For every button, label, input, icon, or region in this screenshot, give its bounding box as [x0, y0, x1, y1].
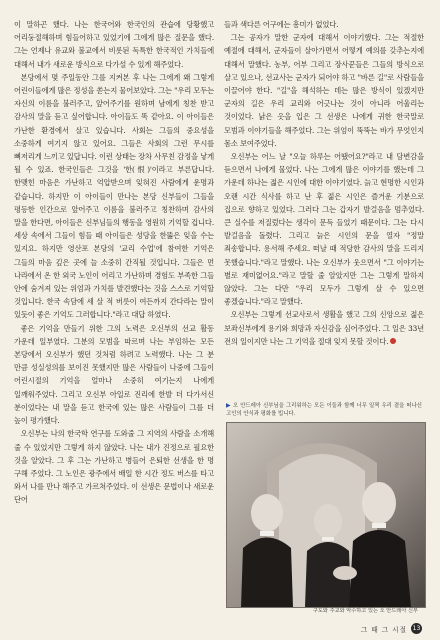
article-paragraph: 오신부는 어느 날 "오늘 하루는 어땠어요?"라고 내 담변감을 듣으면서 나에게 물었다. 나는 그에게 많은 이야기를 했는데 그 가운데 하나는 젊은 시인에 대한 이야기였다. 늙고 현명한 시인과 오랜 시간 식사를 하고 난 후 젊은 시인은 즐거운 기분으로 집으로 향하고 있었다. 그러다 그는 갑자기 발걸음을 멈추었다. 큰 실수를 저질렀다는 생각이 문득 들었기 때문이다. 그는 다시 발걸음을 돌렸다. 그리고 늙은 시인의 문을 열자 "정말 죄송합니다. 용서해 주세요. 떠날 때 적당한 감사의 말을 드리지 못했습니다."라고 말했다. 나는 오신부가 웃으면서 "그 이야기는 별로 재미없어요."라고 말할 줄 알았지만 그는 그렇게 말하지 않았다. 그는 다만 "우리 모두가 그렇게 살 수 있으면 좋겠습니다."라고 말했다.	[224, 152, 424, 307]
caption-triangle-icon: ▶	[226, 402, 231, 409]
article-column-left	[14, 18, 214, 620]
article-paragraph: 오신부는 나의 한국학 연구를 도와줄 그 지역의 사람을 소개해 줄 수 있었지만 그렇게 하지 않았다. 나는 내가 진정으로 필요한 것을 알았다. 그 후 그는 가난하고 병들어 은퇴한 선생을 한 명 구해 주었다. 그 노인은 광주에서 배일 한 시간 정도 버스를 타고 와서 나를 만나 해주고 가르쳐주었다. 이 선생은 문법이나 새로운 단어	[14, 429, 214, 505]
priests-handshake-photo-icon	[227, 423, 425, 607]
caption-top-text: 오 안드레아 신부님을 그리워하는 모든 이들과 함께 너무 일찍 우리 곁을 떠나신 고인의 안식과 평화를 빕니다.	[226, 403, 422, 418]
article-paragraph: 들과 색다른 어구에는 흥미가 없었다.	[224, 20, 339, 29]
article-paragraph: 그는 공자가 말한 군자에 대해서 이야기했다. 그는 적절한 예절에 대해서, 군자들이 살아가면서 어떻게 예의를 갖추는지에 대해서 말했다. 농부, 어부 그리고 장사꾼들은 그들의 방식으로 살고 있으나, 선교사는 군자가 되어야 하고 "바른 길"로 사람들을 이끌어야 한다. "길"을 해석하는 데는 많은 방식이 있겠지만 군자의 길은 우리 교리와 어긋나는 것이 아니라 어울리는 것이었다. 낡은 옷을 입은 그 선생은 나에게 귀한 한국말로 모범과 이야기들을 해주었다. 그는 위엄이 뚝뚝는 바가 무엇인지 몸소 보여주었다.	[224, 33, 424, 148]
historical-photo	[226, 422, 426, 608]
page-number: 13	[412, 625, 421, 632]
article-column-right	[224, 18, 424, 370]
article-paragraph: 이 말하곤 했다. 나는 한국어와 한국인의 관습에 당황했고 어리둥절해하며 힘들어하고 있었기에 그에게 많은 질문을 했다. 그는 언제나 유교와 불교에서 비롯된 독특한 한국적인 가치들에 대해서 내가 새로운 방식으로 다가설 수 있게 해주었다.	[14, 20, 214, 69]
article-end-mark-icon	[390, 338, 396, 344]
article-paragraph: 본당에서 몇 주일동안 그를 지켜본 후 나는 그에게 왜 그렇게 어린이들에게 많은 정성을 쏟는지 물어보았다. 그는 "우리 모두는 자신의 이름을 불러주고, 앞어주기를 원하며 남에게 칭찬 받고 감사의 말을 듣고 싶어합니다. 아이들도 똑 같아요. 이 아이들은 가난한 환경에서 살고 있습니다. 사회는 그들의 중요성을 소중하게 여기지 않고 있어요. 그들은 사회의 그런 무시를 뼈저리게 느끼고 있답니다. 이런 상태는 장차 사무친 감정을 낳게 될 수 있죠. 한국인들은 그것을 '한(恨)'이라고 부른답니다. 한맺힌 마음은 가난하고 억압받으며 잊혀진 사람에게 운명과 같습니다. 하지만 이 아이들이 만나는 본당 신부들이 그들을 평등한 인간으로 앞어주고 이름을 불러주고 칭찬하며 감사의 말을 한다면, 아이들은 신부님들의 행동을 영원히 기억할 겁니다. 세상 속에서 그들이 힘들 때 아이들은 성당을 한뚫은 잊을 수는 있지요. 하지만 영산포 본당의 '교리 수업'에 참여한 기억은 그들의 마음 깊은 곳에 늘 소중히 간직될 것입니다. 그들은 먼 나라에서 온 한 외국 노인이 어리고 가난하며 경험도 부족한 그들 안에 숨겨져 있는 위엄과 가치를 발견했다는 것을 스스로 기억할 것입니다. 한국 속담에 세 살 적 버릇이 여든까지 간다라는 말이 있듯이 좋은 기억도 그러합니다."라고 대답 하였다.	[14, 72, 214, 320]
page-footer	[361, 623, 422, 634]
article-paragraph: 오신부는 그렇게 선교사로서 생활을 했고 그의 신앙으로 젊은 보좌신부에게 용기와 희망과 자신감을 심어주었다. 그 일은 33년 전의 일이지만 나는 그 기억을 절대 잊지 못할 것이다.	[224, 310, 424, 346]
magazine-section-title: 그 때 그 시절	[360, 625, 407, 634]
photo-caption-bottom: 구도와 주교와 악수하고 있는 오 안드레아 신부	[312, 608, 418, 614]
article-paragraph: 좋은 기억을 만들기 위한 그의 노력은 오신부의 선교 활동 가운데 일부였다. 그분의 모범을 따르며 나는 부임하는 모든 본당에서 오신부가 했던 것처럼 하려고 노력했다. 나는 그 분 만큼 성실성의를 보이진 못했지만 많은 사람들이 나중에 그들이 어린시절의 기억을 얼마나 소중히 여기는지 나에게 일깨워주었다. 그리고 오신부 아일로 진리에 한발 더 다가서신 분이었다는 내 말을 듣고 한국에 있는 많은 사람들이 그를 더 높이 평가했다.	[14, 323, 214, 426]
photo-caption-top	[226, 402, 422, 419]
